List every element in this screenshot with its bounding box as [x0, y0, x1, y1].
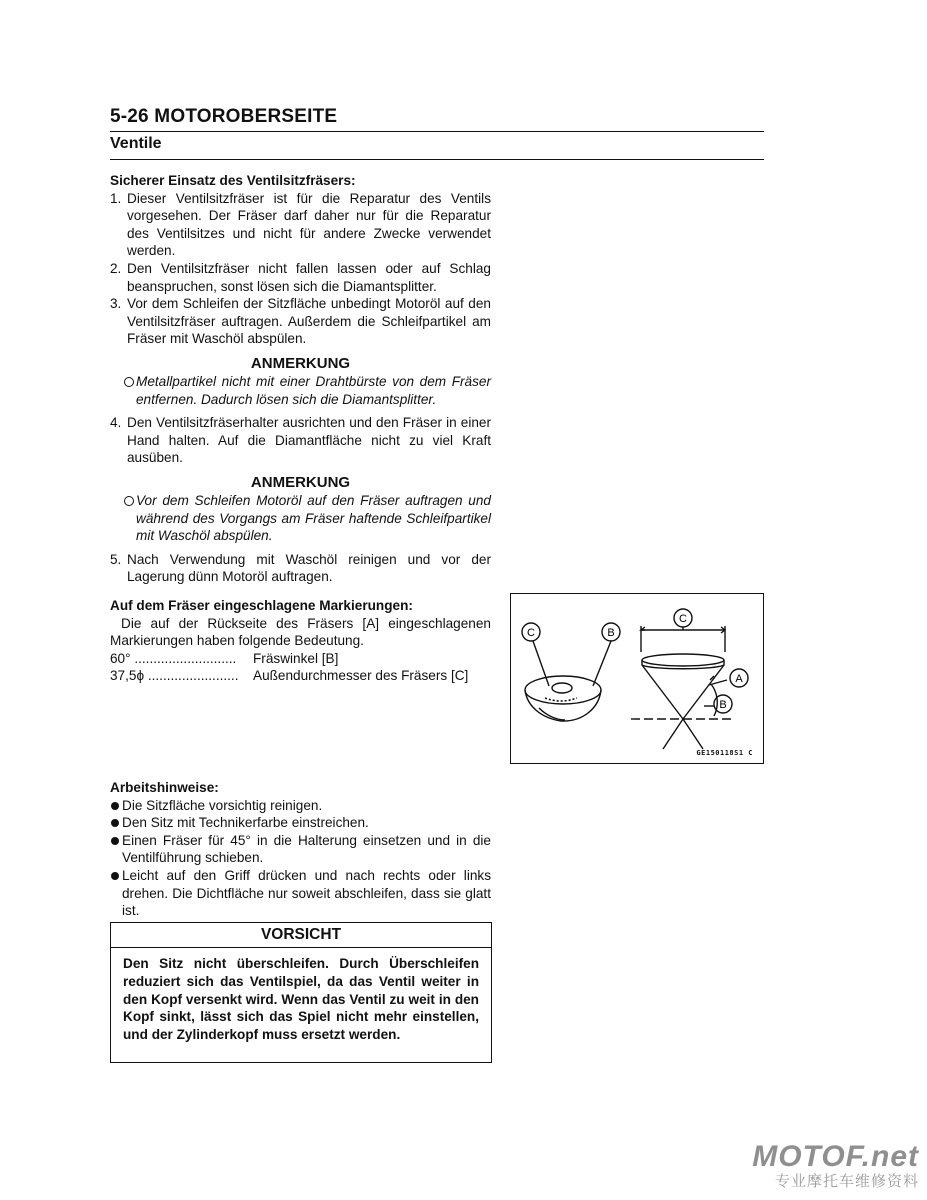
- item-number: 5.: [110, 551, 122, 567]
- note-text: Metallpartikel nicht mit einer Drahtbürste von dem Fräser entfernen. Dadurch lösen sich die Diamantsplitter.: [136, 373, 491, 407]
- label-c-right: C: [679, 613, 687, 625]
- note-2: [110, 492, 491, 545]
- caution-box: [110, 922, 492, 1063]
- work-bullet-4: [110, 867, 491, 920]
- work-heading: Arbeitshinweise:: [110, 780, 219, 795]
- safety-item-1: [110, 190, 491, 260]
- figure-code: GE150118S1 C: [696, 749, 753, 757]
- note-circle-icon: [124, 377, 134, 387]
- page-title: 5-26 MOTOROBERSEITE: [110, 106, 338, 127]
- bullet-text: Die Sitzfläche vorsichtig reinigen.: [122, 797, 323, 813]
- item-number: 1.: [110, 190, 122, 206]
- marking-value: Fräswinkel [B]: [253, 650, 339, 666]
- watermark-tagline: 专业摩托车维修资料: [774, 1172, 919, 1190]
- work-bullet-3: [110, 832, 491, 867]
- note-text: Vor dem Schleifen Motoröl auf den Fräser auftragen und während des Vorgangs am Fräser haftende Schleifpartikel mit Waschöl abspülen.: [136, 492, 491, 544]
- work-bullet-1: [110, 797, 491, 815]
- marking-value: Außendurchmesser des Fräsers [C]: [253, 668, 469, 684]
- item-text: Nach Verwendung mit Waschöl reinigen und vor der Lagerung dünn Motoröl auftragen.: [127, 551, 491, 585]
- item-text: Vor dem Schleifen der Sitzfläche unbedingt Motoröl auf den Ventilsitzfräser auftragen. Außerdem die Schleifpartikel am Fräser mit Waschöl abspülen.: [127, 296, 491, 347]
- cutter-figure: [510, 593, 764, 764]
- item-text: Den Ventilsitzfräser nicht fallen lassen oder auf Schlag beanspruchen, sonst lösen sich die Diamantsplitter.: [127, 260, 491, 294]
- watermark: [752, 1140, 919, 1191]
- bullet-text: Den Sitz mit Technikerfarbe einstreichen.: [122, 815, 369, 831]
- caution-heading: VORSICHT: [111, 923, 491, 948]
- safety-item-5: [110, 551, 491, 586]
- markings-heading: Auf dem Fräser eingeschlagene Markierungen:: [110, 598, 413, 613]
- markings-section: [110, 597, 491, 685]
- item-number: 2.: [110, 260, 122, 276]
- bullet-icon: [111, 837, 119, 845]
- bullet-icon: [111, 802, 119, 810]
- item-number: 4.: [110, 415, 122, 431]
- safety-item-2: [110, 260, 491, 295]
- cutter-back-view: [522, 623, 620, 721]
- note-heading-1: ANMERKUNG: [250, 354, 351, 372]
- note-1: [110, 373, 491, 408]
- section-rule: [110, 159, 764, 160]
- bullet-icon: [111, 819, 119, 827]
- work-bullet-2: [110, 814, 491, 832]
- marking-row: [110, 650, 491, 668]
- section-title: Ventile: [110, 135, 162, 152]
- work-section: [110, 779, 491, 920]
- caution-text: Den Sitz nicht überschleifen. Durch Überschleifen reduziert sich das Ventilspiel, da das Ventil weiter in den Kopf versenkt wird. Wenn das Ventil zu weit in den Kopf sinkt, lässt sich das Spiel nicht mehr einstellen, und der Zylinderkopf muss ersetzt werden.: [123, 956, 479, 1043]
- title-rule: [110, 131, 764, 132]
- note-heading-2: ANMERKUNG: [250, 473, 351, 491]
- safety-item-4: [110, 414, 491, 467]
- marking-key: 37,5ϕ ........................: [110, 668, 239, 684]
- label-b-right: B: [719, 699, 727, 711]
- cutter-illustration: [511, 594, 765, 765]
- bullet-text: Einen Fräser für 45° in die Halterung einsetzen und in die Ventilführung schieben.: [122, 832, 491, 866]
- label-c-left: C: [527, 627, 535, 639]
- note-circle-icon: [124, 496, 134, 506]
- marking-row: [110, 667, 491, 685]
- bullet-text: Leicht auf den Griff drücken und nach rechts oder links drehen. Die Dichtfläche nur soweit abschleifen, dass sie glatt ist.: [122, 867, 491, 919]
- marking-key: 60° ...........................: [110, 650, 237, 666]
- markings-intro: Die auf der Rückseite des Fräsers [A] eingeschlagenen Markierungen haben folgende Bedeutung.: [110, 615, 491, 649]
- cutter-side-view: [631, 609, 748, 749]
- item-number: 3.: [110, 296, 122, 312]
- label-a: A: [735, 673, 743, 685]
- bullet-icon: [111, 872, 119, 880]
- label-b-left: B: [607, 627, 615, 639]
- safety-item-3: [110, 295, 491, 348]
- item-text: Den Ventilsitzfräserhalter ausrichten und den Fräser in einer Hand halten. Auf die Diamantfläche nicht zu viel Kraft ausüben.: [127, 415, 491, 466]
- watermark-brand: MOTOF.net: [752, 1140, 919, 1173]
- safety-heading: Sicherer Einsatz des Ventilsitzfräsers:: [110, 173, 356, 188]
- item-text: Dieser Ventilsitzfräser ist für die Reparatur des Ventils vorgesehen. Der Fräser darf daher nur für die Reparatur des Ventilsitzes und nicht für andere Zwecke verwendet werden.: [127, 190, 491, 259]
- safety-section: [110, 172, 491, 586]
